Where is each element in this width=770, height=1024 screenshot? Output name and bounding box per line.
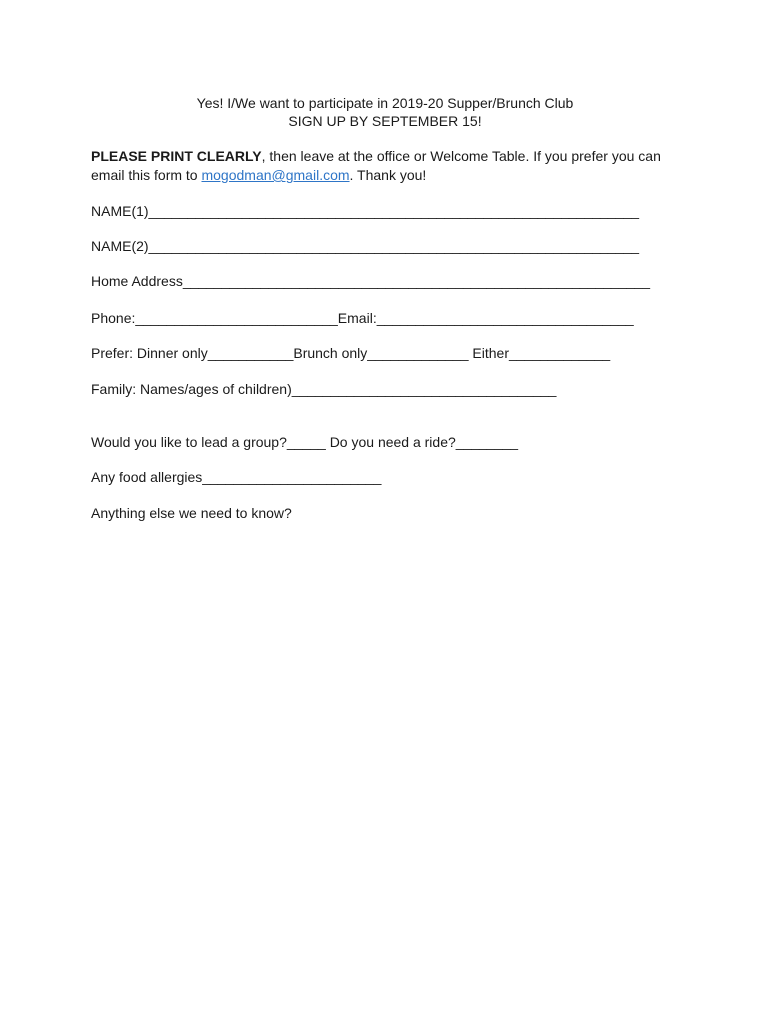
print-clearly-label: PLEASE PRINT CLEARLY [91, 148, 262, 164]
home-address-field[interactable]: Home Address____________________________________________________________ [91, 273, 650, 289]
instructions-paragraph [91, 147, 691, 185]
form-title: Yes! I/We want to participate in 2019-20 Supper/Brunch Club [196, 95, 574, 111]
signup-deadline: SIGN UP BY SEPTEMBER 15! [288, 113, 482, 129]
email-link[interactable]: mogodman@gmail.com [201, 167, 350, 183]
instructions-text: , then leave at the office or Welcome Table. If you prefer you can email this form to [91, 148, 661, 183]
thank-you-text: . Thank you! [349, 167, 427, 183]
food-allergies-field[interactable]: Any food allergies_______________________ [91, 469, 382, 485]
name1-field[interactable]: NAME(1)_______________________________________________________________ [91, 203, 640, 219]
phone-email-field[interactable]: Phone:__________________________Email:_________________________________ [91, 310, 634, 326]
lead-group-ride-field[interactable]: Would you like to lead a group?_____ Do you need a ride?________ [91, 434, 519, 450]
meal-preference-field[interactable]: Prefer: Dinner only___________Brunch only_____________ Either_____________ [91, 345, 611, 361]
anything-else-question: Anything else we need to know? [91, 505, 292, 521]
family-children-field[interactable]: Family: Names/ages of children)__________________________________ [91, 381, 557, 397]
name2-field[interactable]: NAME(2)_______________________________________________________________ [91, 238, 640, 254]
